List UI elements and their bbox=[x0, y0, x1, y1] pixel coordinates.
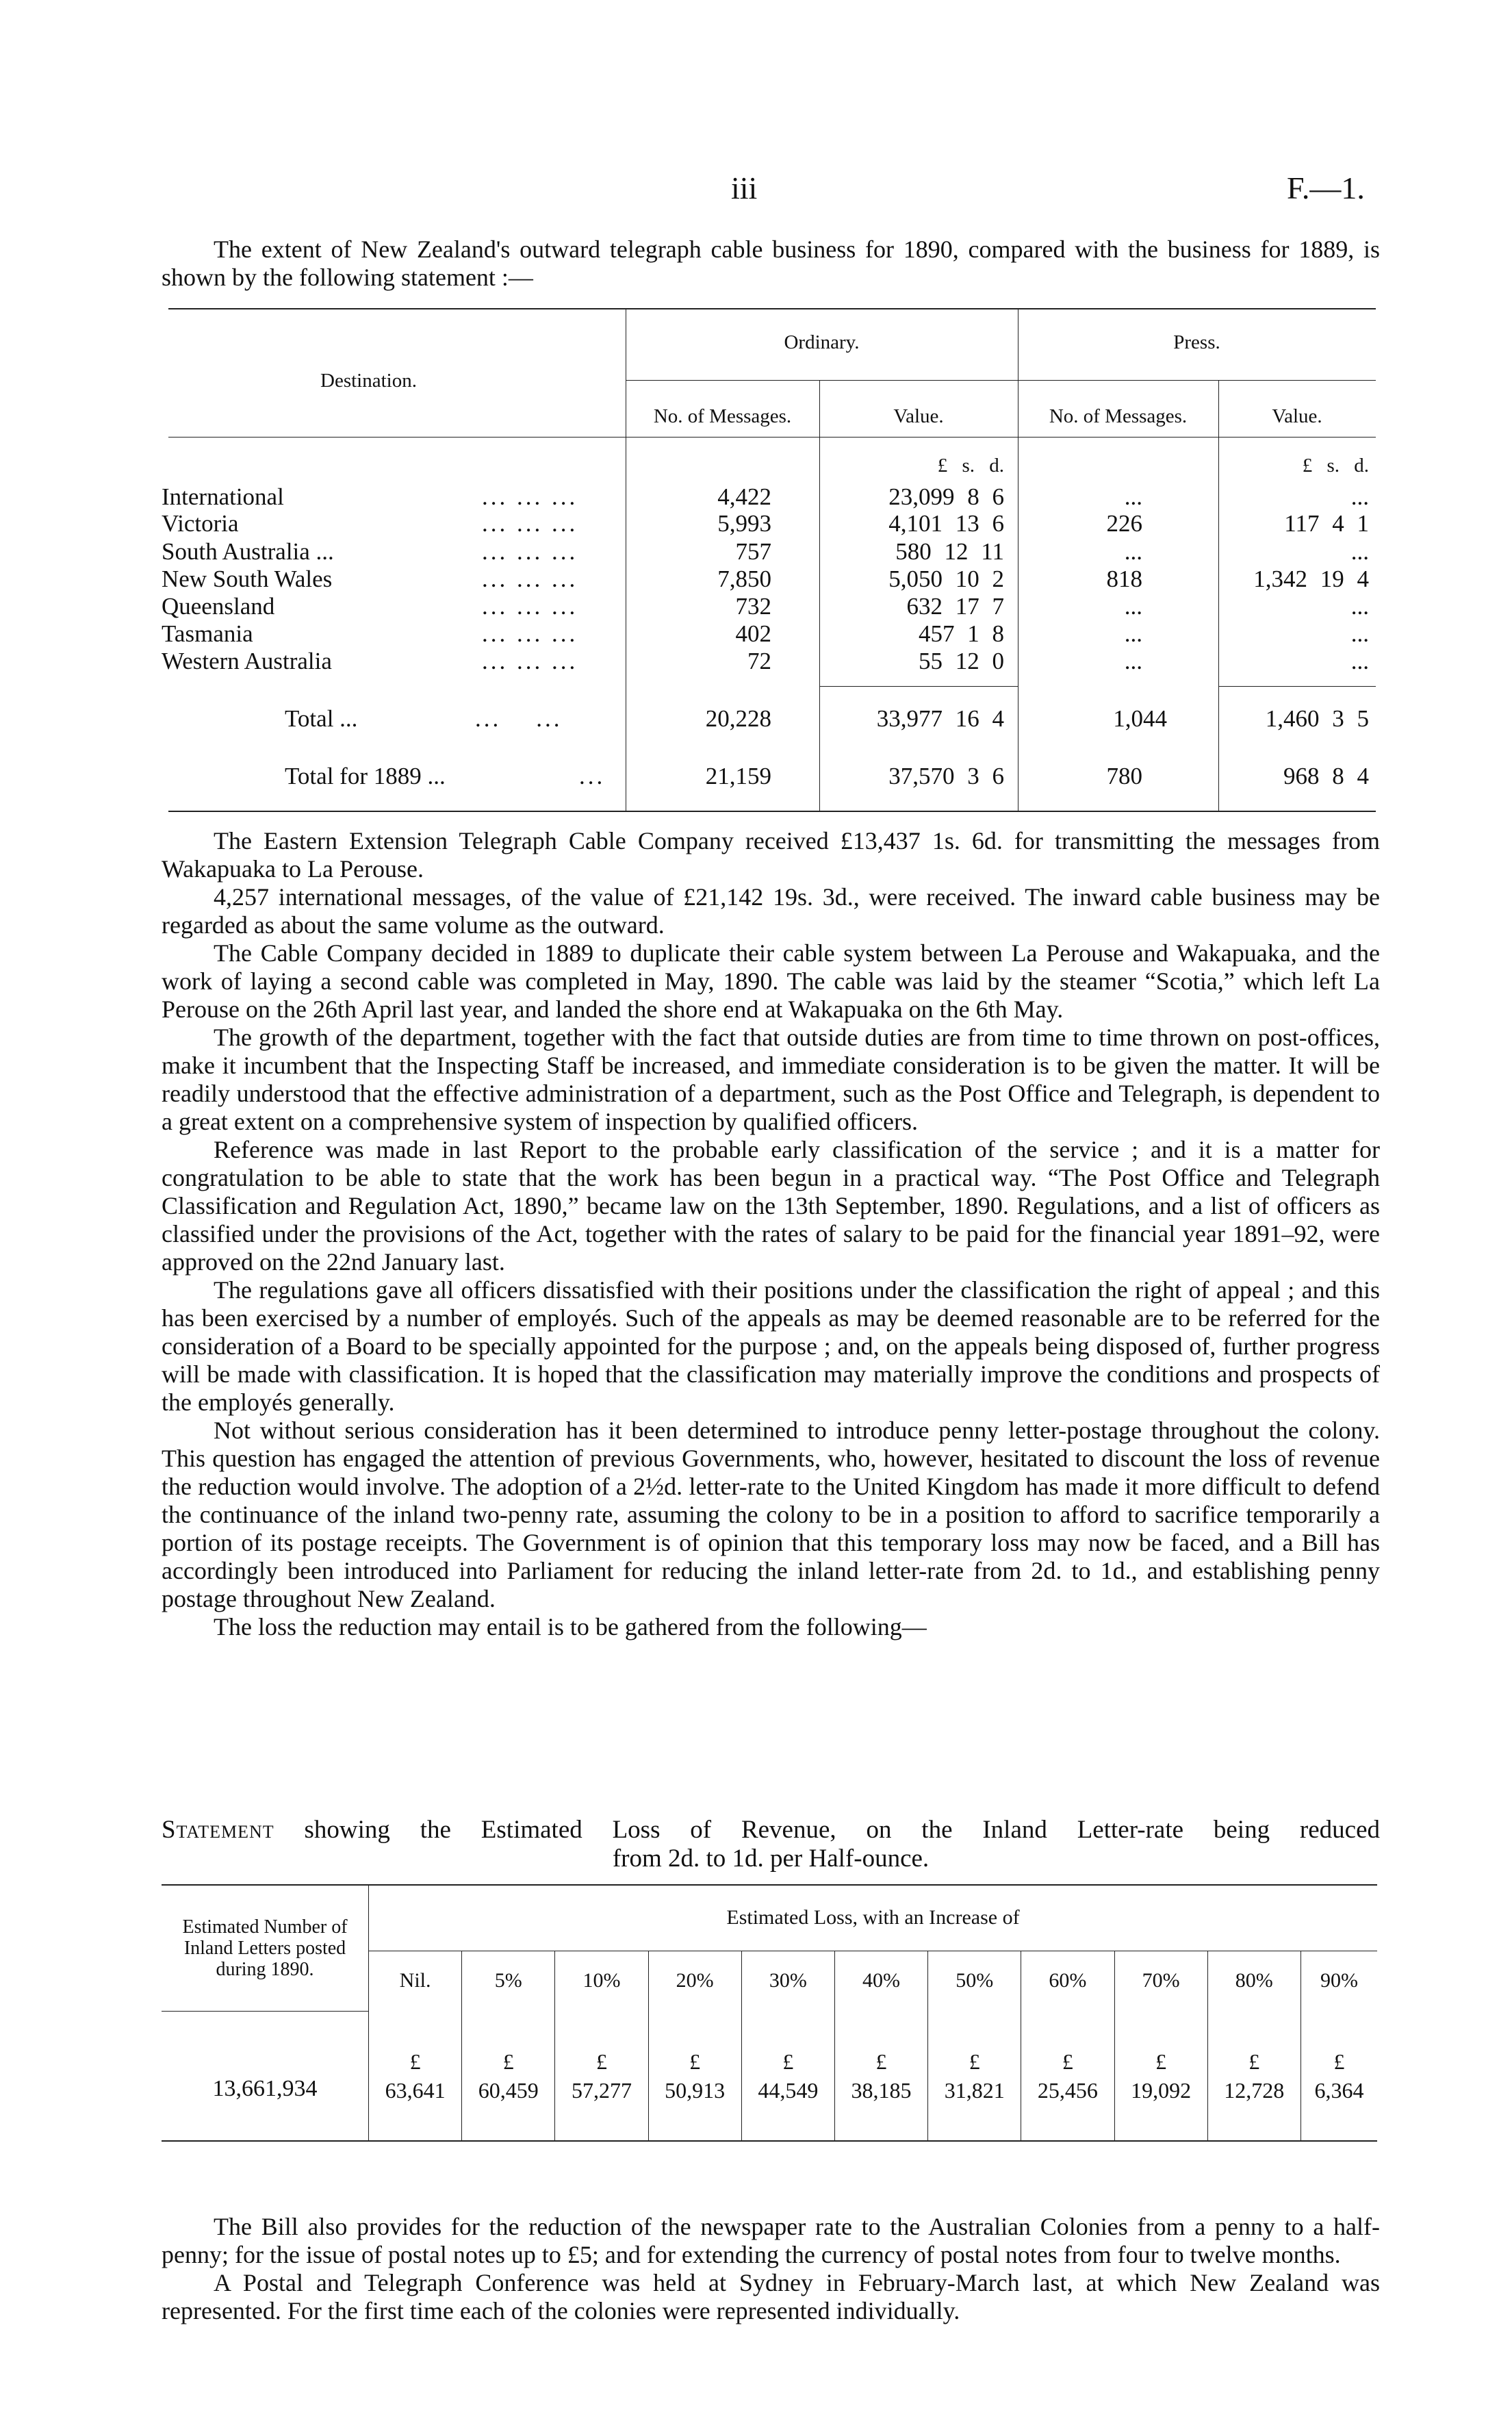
leader-dots: ... ... ... bbox=[482, 648, 578, 674]
table-bottom-rule bbox=[168, 811, 1376, 812]
loss-value: 31,821 bbox=[944, 2077, 1005, 2103]
currency-symbol: £ bbox=[875, 2049, 887, 2074]
ordinary-total-rule bbox=[819, 686, 1018, 687]
ordinary-messages-cell: 7,850 bbox=[717, 566, 771, 592]
destination-cell: South Australia ... bbox=[162, 538, 334, 565]
destination-cell: Queensland bbox=[162, 593, 275, 620]
total-label: Total ... bbox=[285, 705, 358, 732]
paragraph: Not without serious consideration has it been determined to introduce penny letter-postage throughout the colony. This question has engaged the attention of previous Governments, who, however, hesitated to discount the loss of revenue the reduction would involve. The adoption of a 2½d. letter-rate to the United Kingdom has made it more difficult to defend the continuance of the inland two-penny rate, assuming the colony to be in a position to afford to sacrifice temporarily a portion of its postage receipts. The Government is of opinion that this temporary loss may now be faced, and a Bill has accordingly been introduced into Parliament for reducing the inland letter-rate from 2d. to 1d., and establishing penny postage throughout New Zealand. bbox=[162, 1417, 1380, 1612]
increase-header: 10% bbox=[555, 1951, 648, 2011]
loss-cell bbox=[555, 2011, 648, 2141]
currency-symbol: £ bbox=[595, 2049, 607, 2074]
ordinary-header: Ordinary. bbox=[784, 331, 860, 353]
press-unit-label: £ s. d. bbox=[1302, 455, 1369, 477]
increase-header: 5% bbox=[462, 1951, 555, 2011]
loss-cell bbox=[1114, 2011, 1207, 2141]
loss-cell bbox=[648, 2011, 741, 2141]
press-messages-cell: ... bbox=[1124, 593, 1142, 620]
increase-header: 20% bbox=[648, 1951, 741, 2011]
press-messages-header: No. of Messages. bbox=[1049, 405, 1188, 427]
press-value-cell: ... bbox=[1350, 538, 1369, 565]
loss-cell bbox=[1300, 2011, 1377, 2141]
total-1889-ordinary-value: 37,570 3 6 bbox=[888, 763, 1004, 789]
loss-data-row bbox=[162, 2011, 1377, 2141]
statement-title bbox=[162, 1816, 1380, 1873]
total-ordinary-messages: 20,228 bbox=[705, 705, 771, 732]
press-header: Press. bbox=[1173, 331, 1220, 353]
total-1889-press-value: 968 8 4 bbox=[1283, 763, 1369, 789]
statement-lead: Statement bbox=[162, 1816, 274, 1844]
currency-symbol: £ bbox=[1062, 2049, 1073, 2074]
paragraph: The Bill also provides for the reduction of the newspaper rate to the Australian Colonies from a penny to a half-penny; for the issue of postal notes up to £5; and for extending the currency of postal notes from four to twelve months. bbox=[162, 2213, 1380, 2268]
intro-paragraph bbox=[162, 236, 1380, 292]
document-reference: F.—1. bbox=[1287, 170, 1365, 205]
leader-dots: ... ... ... bbox=[482, 538, 578, 565]
ordinary-messages-cell: 732 bbox=[735, 593, 771, 620]
ordinary-value-header: Value. bbox=[893, 405, 944, 427]
press-messages-cell: 818 bbox=[1106, 566, 1142, 592]
page-number: iii bbox=[731, 170, 758, 205]
loss-value: 50,913 bbox=[665, 2077, 726, 2103]
paragraph: 4,257 international messages, of the value of £21,142 19s. 3d., were received. The inward cable business may be regarded as about the same volume as the outward. bbox=[162, 883, 1380, 939]
paragraph: The growth of the department, together with the fact that outside duties are from time to time thrown on post-offices, make it incumbent that the Inspecting Staff be increased, and immediate consideration is to be given the matter. It will be readily understood that the effective administration of a department, such as the Post Office and Telegraph, is dependent to a great extent on a comprehensive system of inspection by qualified officers. bbox=[162, 1024, 1380, 1135]
loss-value: 19,092 bbox=[1131, 2077, 1192, 2103]
ordinary-value-cell: 4,101 13 6 bbox=[888, 510, 1004, 537]
press-messages-cell: ... bbox=[1124, 538, 1142, 565]
table-top-rule bbox=[168, 308, 1376, 309]
header-bottom-rule bbox=[168, 437, 1376, 438]
loss-value: 63,641 bbox=[385, 2077, 446, 2103]
paragraph: The Eastern Extension Telegraph Cable Company received £13,437 1s. 6d. for transmitting the messages from Wakapuaka to La Perouse. bbox=[162, 827, 1380, 883]
increase-header: Nil. bbox=[369, 1951, 462, 2011]
statement-title-line1 bbox=[162, 1816, 1380, 1844]
total-ordinary-value: 33,977 16 4 bbox=[876, 705, 1004, 732]
currency-symbol: £ bbox=[502, 2049, 514, 2074]
destination-cell: Victoria bbox=[162, 510, 239, 537]
increase-header: 80% bbox=[1207, 1951, 1300, 2011]
loss-group-header: Estimated Loss, with an Increase of bbox=[369, 1885, 1378, 1951]
press-messages-cell: 226 bbox=[1106, 510, 1142, 537]
currency-symbol: £ bbox=[409, 2049, 421, 2074]
leader-dots: ... ... ... bbox=[482, 483, 578, 510]
loss-value: 25,456 bbox=[1037, 2077, 1098, 2103]
destination-cell: Tasmania bbox=[162, 620, 253, 647]
closing-text bbox=[162, 2213, 1380, 2325]
press-value-cell: ... bbox=[1350, 593, 1369, 620]
loss-value: 6,364 bbox=[1314, 2077, 1364, 2103]
loss-cell bbox=[741, 2011, 834, 2141]
press-value-cell: 1,342 19 4 bbox=[1253, 566, 1369, 592]
ordinary-messages-cell: 4,422 bbox=[717, 483, 771, 510]
currency-symbol: £ bbox=[969, 2049, 980, 2074]
ordinary-value-cell: 23,099 8 6 bbox=[888, 483, 1004, 510]
destination-cell: International bbox=[162, 483, 284, 510]
ordinary-messages-cell: 757 bbox=[735, 538, 771, 565]
ordinary-messages-cell: 72 bbox=[747, 648, 771, 674]
loss-value: 57,277 bbox=[571, 2077, 632, 2103]
press-value-header: Value. bbox=[1272, 405, 1322, 427]
paragraph: The loss the reduction may entail is to be gathered from the following— bbox=[214, 1613, 927, 1640]
statement-title-text: showing the Estimated Loss of Revenue, on the Inland Letter-rate being reduced bbox=[304, 1816, 1380, 1844]
ordinary-value-cell: 457 1 8 bbox=[919, 620, 1004, 647]
destination-cell: Western Australia bbox=[162, 648, 332, 674]
loss-cell bbox=[369, 2011, 462, 2141]
loss-cell bbox=[462, 2011, 555, 2141]
paragraph: A Postal and Telegraph Conference was held at Sydney in February-March last, at which New Zealand was represented. For the first time each of the colonies were represented individually. bbox=[162, 2269, 1380, 2324]
total-1889-label: Total for 1889 ... bbox=[285, 763, 446, 789]
leader-dots: ... ... ... bbox=[482, 510, 578, 537]
ordinary-messages-cell: 5,993 bbox=[717, 510, 771, 537]
increase-header: 60% bbox=[1021, 1951, 1114, 2011]
total-press-messages: 1,044 bbox=[1113, 705, 1167, 732]
loss-cell bbox=[1207, 2011, 1300, 2141]
increase-header: 40% bbox=[834, 1951, 927, 2011]
loss-statement-table bbox=[162, 1884, 1377, 2142]
total-press-value: 1,460 3 5 bbox=[1265, 705, 1369, 732]
press-value-cell: ... bbox=[1350, 648, 1369, 674]
paragraph: The regulations gave all officers dissatisfied with their positions under the classification the right of appeal ; and this has been exercised by a number of employés. Such of the appeals as may be deemed reasonable are to be referred for the consideration of a Board to be specially appointed for the purpose ; and, on the appeals being disposed of, further progress will be made with classification. It is hoped that the classification may materially improve the conditions and prospects of the employés generally. bbox=[162, 1276, 1380, 1416]
currency-symbol: £ bbox=[689, 2049, 701, 2074]
loss-value: 60,459 bbox=[478, 2077, 539, 2103]
loss-value: 38,185 bbox=[851, 2077, 912, 2103]
loss-cell bbox=[1021, 2011, 1114, 2141]
increase-header: 90% bbox=[1320, 1969, 1358, 1992]
paragraph: The Cable Company decided in 1889 to duplicate their cable system between La Perouse and Wakapuaka, and the work of laying a second cable was completed in May, 1890. The cable was laid by the steamer “Scotia,” which left La Perouse on the 26th April last year, and landed the shore end at Wakapuaka on the 6th May. bbox=[162, 939, 1380, 1023]
increase-header: 50% bbox=[928, 1951, 1021, 2011]
letters-column-header: Estimated Number of Inland Letters posted during 1890. bbox=[162, 1885, 369, 2011]
ordinary-value-cell: 632 17 7 bbox=[906, 593, 1004, 620]
currency-symbol: £ bbox=[1333, 2049, 1345, 2074]
loss-cell bbox=[928, 2011, 1021, 2141]
body-text bbox=[162, 827, 1380, 1641]
paragraph: Reference was made in last Report to the probable early classification of the service ; and it is a matter for congratulation to be able to state that the work has been begun in a practical way. “The Post Office and Telegraph Classification and Regulation Act, 1890,” became law on the 13th September, 1890. Regulations, and a list of officers as classified under the provisions of the Act, together with the rates of salary to be paid for the financial year 1891–92, were approved on the 22nd January last. bbox=[162, 1136, 1380, 1276]
statement-title-line2: from 2d. to 1d. per Half-ounce. bbox=[612, 1844, 930, 1873]
leader-dots: ... ... bbox=[475, 705, 563, 732]
press-total-rule bbox=[1218, 686, 1376, 687]
ordinary-messages-header: No. of Messages. bbox=[653, 405, 792, 427]
press-value-cell: ... bbox=[1350, 620, 1369, 647]
ordinary-value-cell: 580 12 11 bbox=[895, 538, 1004, 565]
increase-header: 30% bbox=[741, 1951, 834, 2011]
currency-symbol: £ bbox=[1248, 2049, 1260, 2074]
total-1889-ordinary-messages: 21,159 bbox=[705, 763, 771, 789]
increase-header: 70% bbox=[1114, 1951, 1207, 2011]
ordinary-value-cell: 5,050 10 2 bbox=[888, 566, 1004, 592]
loss-cell bbox=[834, 2011, 927, 2141]
press-value-cell: ... bbox=[1350, 483, 1369, 510]
leader-dots: ... ... ... bbox=[482, 620, 578, 647]
ordinary-unit-label: £ s. d. bbox=[937, 455, 1004, 477]
destination-cell: New South Wales bbox=[162, 566, 333, 592]
total-1889-press-messages: 780 bbox=[1106, 763, 1142, 789]
currency-symbol: £ bbox=[1155, 2049, 1167, 2074]
press-messages-cell: ... bbox=[1124, 648, 1142, 674]
loss-value: 12,728 bbox=[1224, 2077, 1285, 2103]
leader-dots: ... ... ... bbox=[482, 566, 578, 592]
intro-text: The extent of New Zealand's outward telegraph cable business for 1890, compared with the business for 1889, is shown by the following statement :— bbox=[162, 236, 1380, 291]
press-messages-cell: ... bbox=[1124, 483, 1142, 510]
loss-value: 44,549 bbox=[758, 2077, 819, 2103]
leader-dots: ... ... ... bbox=[482, 593, 578, 620]
destination-header: Destination. bbox=[320, 370, 417, 392]
leader-dots: ... bbox=[579, 763, 606, 789]
letters-count: 13,661,934 bbox=[162, 2011, 369, 2141]
currency-symbol: £ bbox=[782, 2049, 794, 2074]
ordinary-messages-cell: 402 bbox=[735, 620, 771, 647]
ordinary-value-cell: 55 12 0 bbox=[919, 648, 1004, 674]
press-messages-cell: ... bbox=[1124, 620, 1142, 647]
subheader-rule bbox=[626, 380, 1376, 381]
press-value-cell: 117 4 1 bbox=[1284, 510, 1369, 537]
